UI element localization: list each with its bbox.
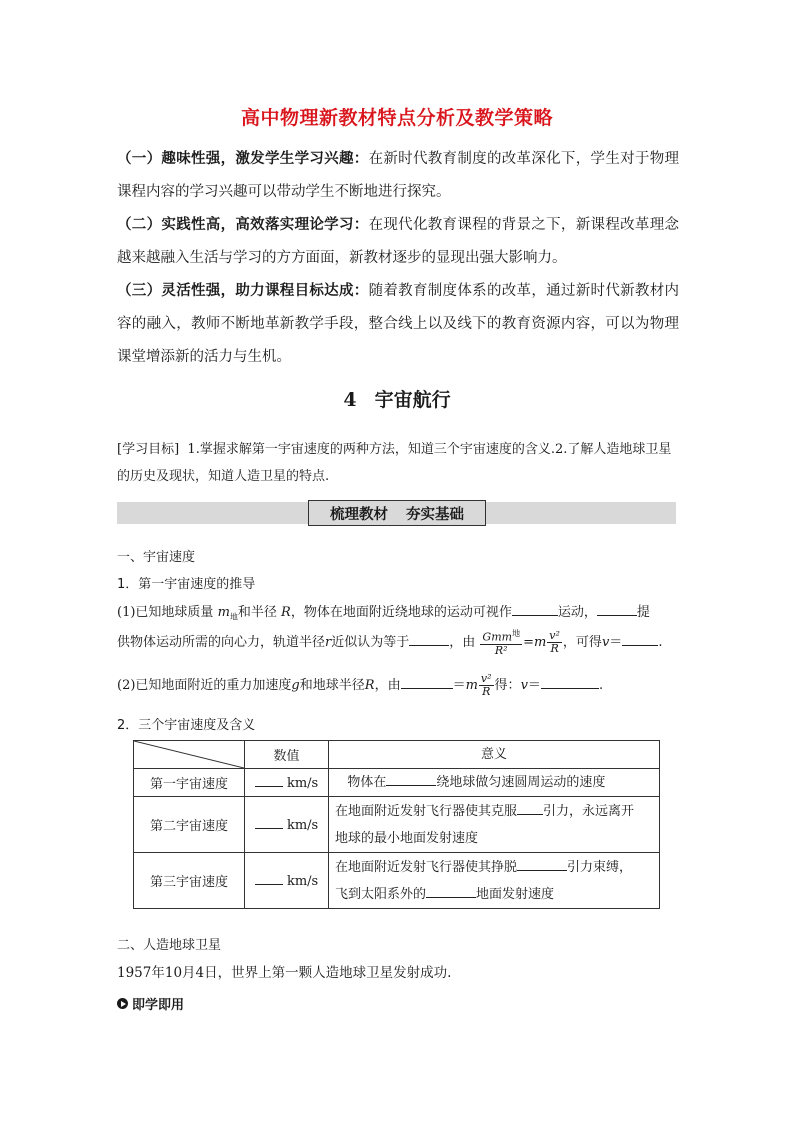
row-value: km/s (245, 853, 329, 909)
question-1-line1: (1)已知地球质量 $m_地$和半径 R，物体在地面附近绕地球的运动可视作 运动， 提 (117, 605, 650, 622)
section-name: 宇宙航行 (374, 389, 451, 411)
table-row (134, 797, 660, 853)
speeds-table (133, 740, 660, 909)
table-corner (134, 741, 245, 769)
table-row (134, 853, 660, 909)
part2-heading: 二、人造地球卫星 (117, 938, 222, 953)
practice-heading: 即学即用 (117, 994, 184, 1013)
point-1 (117, 143, 679, 209)
header-meaning: 意义 (329, 741, 660, 769)
row-meaning: 在地面附近发射飞行器使其克服 引力，永远离开 地球的最小地面发射速度 (329, 797, 660, 853)
fraction-v2-r-2: $\frac{\text{v²}}{R}$ (480, 672, 492, 698)
part1-sub2: 2．三个宇宙速度及含义 (117, 718, 256, 733)
value-blank[interactable] (255, 816, 283, 829)
section-number: 4 (343, 389, 357, 411)
blank-4[interactable] (622, 633, 658, 646)
row-name: 第三宇宙速度 (134, 853, 245, 909)
banner-right: 夯实基础 (406, 506, 464, 523)
point-2-label: （二）实践性高，高效落实理论学习： (117, 217, 369, 233)
part1-sub1: 1．第一宇宙速度的推导 (117, 577, 256, 592)
blank-2[interactable] (597, 603, 637, 616)
goal-text: 1.掌握求解第一宇宙速度的两种方法，知道三个宇宙速度的含义.2.了解人造地球卫星的历史及现状，知道人造卫星的特点. (117, 442, 672, 484)
point-3-text: 随着教育制度体系的改革，通过新时代新教材内容的融入，教师不断地革新教学手段，整合线上以及线下的教育资源内容，可以为物理课堂增添新的活力与生机。 (117, 283, 680, 365)
blank-5[interactable] (401, 676, 453, 689)
blank-1[interactable] (512, 603, 558, 616)
point-3 (117, 275, 679, 374)
blank-6[interactable] (541, 676, 599, 689)
meaning-blank[interactable] (386, 773, 436, 786)
row-name: 第一宇宙速度 (134, 769, 245, 797)
banner-left: 梳理教材 (330, 506, 388, 523)
point-1-label: （一）趣味性强，激发学生学习兴趣： (117, 151, 369, 167)
learning-goal (117, 436, 679, 490)
value-blank[interactable] (255, 872, 283, 885)
fraction-v2-r: $\frac{\text{v²}}{R}$ (549, 628, 560, 655)
point-3-label: （三）灵活性强，助力课程目标达成： (117, 283, 369, 299)
point-1-text: 在新时代教育制度的改革深化下，学生对于物理课程内容的学习兴趣可以带动学生不断地进行探究。 (117, 151, 680, 200)
point-2 (117, 209, 679, 275)
diagonal-line-icon (134, 741, 244, 768)
meaning-blank[interactable] (517, 802, 543, 815)
banner-label (308, 500, 486, 526)
table-row (134, 769, 660, 797)
play-circle-icon (117, 998, 128, 1009)
part2-text: 1957年10月4日，世界上第一颗人造地球卫星发射成功. (117, 965, 452, 981)
row-meaning: 在地面附近发射飞行器使其挣脱 引力束缚， 飞到太阳系外的 地面发射速度 (329, 853, 660, 909)
value-blank[interactable] (255, 774, 283, 787)
article-title: 高中物理新教材特点分析及教学策略 (240, 107, 553, 129)
meaning-blank[interactable] (517, 858, 567, 871)
row-meaning: 物体在 绕地球做匀速圆周运动的速度 (329, 769, 660, 797)
goal-tag: [学习目标] (117, 442, 180, 457)
part1-heading: 一、宇宙速度 (117, 550, 196, 565)
question-2: (2)已知地面附近的重力加速度g和地球半径R，由 ＝m $\frac{\text{v²}}{R}$ 得：v＝ . (117, 672, 604, 698)
blank-3[interactable] (409, 633, 449, 646)
section-title (0, 385, 794, 412)
point-2-text: 在现代化教育课程的背景之下，新课程改革理念越来越融入生活与学习的方方面面，新教材逐步的显现出强大影响力。 (117, 217, 680, 266)
fraction-gmm: $\frac{Gmm^地}{\text{R²}}$ (482, 629, 521, 657)
row-value: km/s (245, 769, 329, 797)
header-value: 数值 (245, 741, 329, 769)
question-1-line2: 供物体运动所需的向心力，轨道半径r近似认为等于 ，由 $\frac{Gmm^地}{\text{R²}}$ =m $\frac{\text{v²}}{R}$ ，可得v＝ . (117, 628, 663, 657)
row-value: km/s (245, 797, 329, 853)
row-name: 第二宇宙速度 (134, 797, 245, 853)
meaning-blank[interactable] (426, 885, 476, 898)
